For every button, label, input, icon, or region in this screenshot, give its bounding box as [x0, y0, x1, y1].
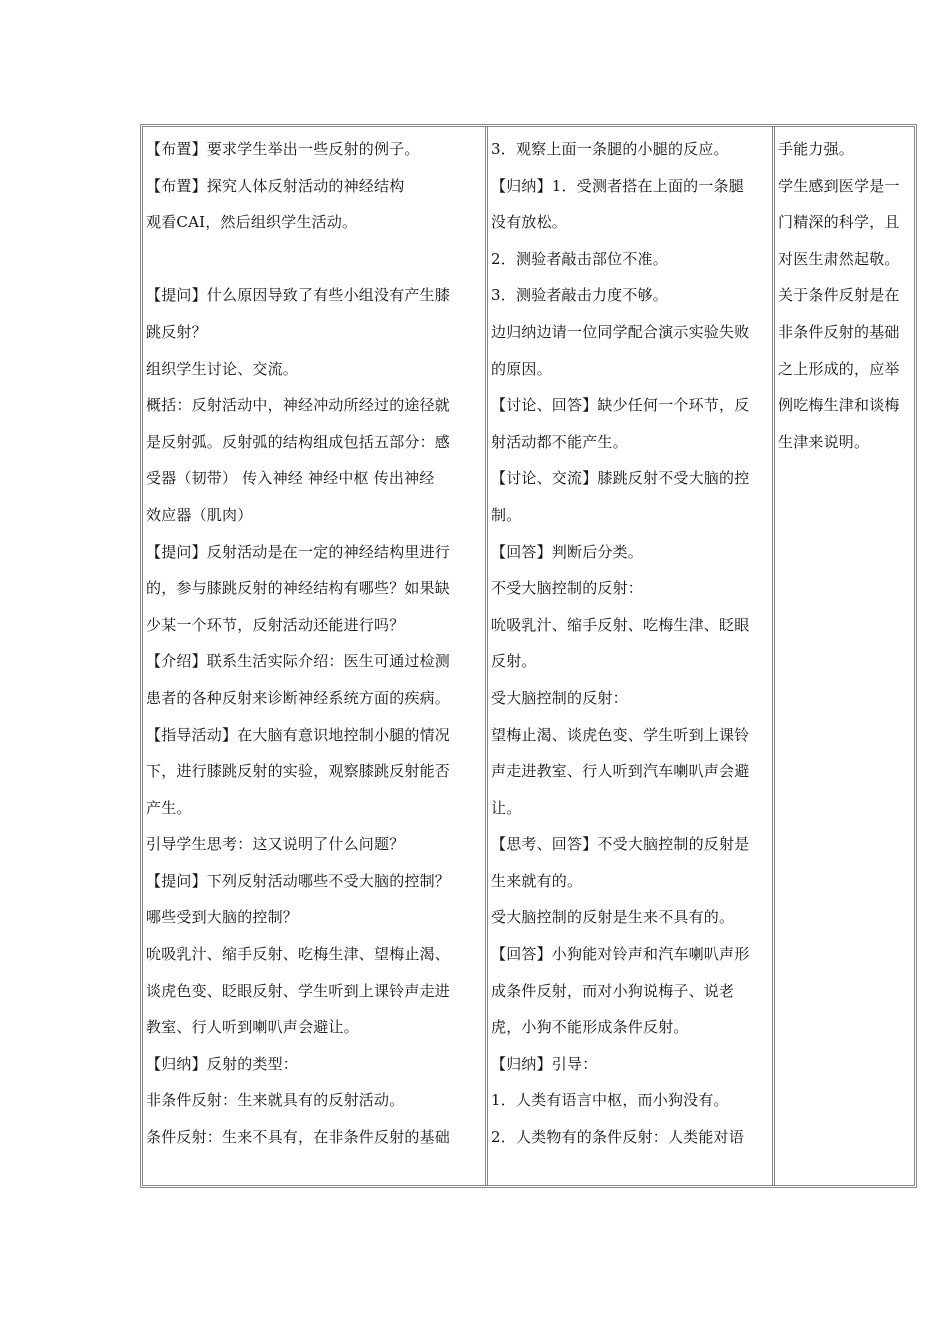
text-line: 非条件反射的基础 [778, 322, 900, 341]
text-line: 之上形成的，应举 [778, 359, 900, 378]
text-line: 【指导活动】在大脑有意识地控制小腿的情况 [146, 725, 451, 744]
text-line: 【讨论、交流】膝跳反射不受大脑的控 [491, 469, 750, 488]
text-line: 3．观察上面一条腿的小腿的反应。 [491, 140, 729, 158]
text-line: 生来就有的。 [491, 871, 583, 890]
text-line: 下，进行膝跳反射的实验，观察膝跳反射能否 [146, 762, 451, 781]
text-line: 不受大脑控制的反射： [491, 579, 644, 598]
text-line: 的原因。 [491, 359, 552, 378]
text-line: 哪些受到大脑的控制？ [146, 908, 299, 927]
text-line: 【提问】什么原因导致了有些小组没有产生膝 [146, 286, 451, 305]
text-line: 制。 [491, 505, 522, 524]
text-line: 的，参与膝跳反射的神经结构有哪些？如果缺 [146, 579, 451, 598]
text-line: 生津来说明。 [778, 432, 870, 451]
text-line: 望梅止渴、谈虎色变、学生听到上课铃 [491, 725, 750, 744]
text-line: 【回答】小狗能对铃声和汽车喇叭声形 [491, 945, 750, 964]
text-line: 关于条件反射是在 [778, 286, 900, 305]
text-line: 门精深的科学，且 [778, 213, 900, 232]
text-line: 条件反射：生来不具有，在非条件反射的基础 [146, 1128, 451, 1147]
text-line: 声走进教室、行人听到汽车喇叭声会避 [491, 762, 750, 781]
text-line: 【归纳】反射的类型： [146, 1054, 299, 1073]
text-line: 组织学生讨论、交流。 [146, 359, 299, 378]
text-line: 让。 [491, 798, 522, 817]
text-line: 2．人类物有的条件反射：人类能对语 [491, 1128, 744, 1147]
text-line: 受大脑控制的反射是生来不具有的。 [491, 908, 735, 927]
text-line: 观看CAI，然后组织学生活动。 [146, 213, 358, 232]
text-line: 受器（韧带） 传入神经 神经中枢 传出神经 [146, 469, 435, 488]
text-line [146, 241, 483, 278]
text-line: 2．测验者敲击部位不准。 [491, 249, 668, 268]
text-line: 效应器（肌肉） [146, 505, 253, 524]
text-line: 成条件反射，而对小狗说梅子、说老 [491, 981, 735, 1000]
text-line: 3．测验者敲击力度不够。 [491, 286, 668, 305]
text-line: 没有放松。 [491, 213, 568, 232]
text-line: 1．人类有语言中枢，而小狗没有。 [491, 1091, 729, 1110]
text-line: 吮吸乳汁、缩手反射、吃梅生津、望梅止渴、 [146, 945, 451, 964]
text-line: 【提问】下列反射活动哪些不受大脑的控制？ [146, 871, 451, 890]
text-line: 【介绍】联系生活实际介绍：医生可通过检测 [146, 652, 451, 671]
text-line: 虎，小狗不能形成条件反射。 [491, 1018, 689, 1037]
text-line: 谈虎色变、眨眼反射、学生听到上课铃声走进 [146, 981, 451, 1000]
teacher-activity-column [143, 127, 488, 1185]
text-line: 患者的各种反射来诊断神经系统方面的疾病。 [146, 688, 451, 707]
text-line: 少某一个环节，反射活动还能进行吗？ [146, 615, 405, 634]
text-line: 【布置】要求学生举出一些反射的例子。 [146, 140, 420, 158]
design-intent-column [775, 127, 914, 1185]
text-line: 对医生肃然起敬。 [778, 249, 900, 268]
text-line: 边归纳边请一位同学配合演示实验失败 [491, 322, 750, 341]
text-line: 吮吸乳汁、缩手反射、吃梅生津、眨眼 [491, 615, 750, 634]
text-line: 受大脑控制的反射： [491, 688, 628, 707]
text-line: 教室、行人听到喇叭声会避让。 [146, 1018, 359, 1037]
text-line: 产生。 [146, 798, 192, 817]
student-activity-column [488, 127, 775, 1185]
text-line: 【提问】反射活动是在一定的神经结构里进行 [146, 542, 451, 561]
text-line: 射活动都不能产生。 [491, 432, 628, 451]
text-line: 概括：反射活动中，神经冲动所经过的途径就 [146, 396, 451, 415]
text-line: 跳反射？ [146, 322, 207, 341]
text-line: 【讨论、回答】缺少任何一个环节，反 [491, 396, 750, 415]
text-line: 【布置】探究人体反射活动的神经结构 [146, 176, 405, 195]
text-line: 【回答】判断后分类。 [491, 542, 644, 561]
text-line: 学生感到医学是一 [778, 176, 900, 195]
lesson-table [140, 124, 917, 1188]
text-line: 【归纳】1．受测者搭在上面的一条腿 [491, 176, 744, 195]
text-line: 是反射弧。反射弧的结构组成包括五部分：感 [146, 432, 451, 451]
text-line: 反射。 [491, 652, 537, 671]
text-line: 例吃梅生津和谈梅 [778, 396, 900, 415]
text-line: 手能力强。 [778, 140, 855, 158]
text-line: 【归纳】引导： [491, 1054, 598, 1073]
text-line: 【思考、回答】不受大脑控制的反射是 [491, 835, 750, 854]
text-line: 非条件反射：生来就具有的反射活动。 [146, 1091, 405, 1110]
text-line: 引导学生思考：这又说明了什么问题？ [146, 835, 405, 854]
